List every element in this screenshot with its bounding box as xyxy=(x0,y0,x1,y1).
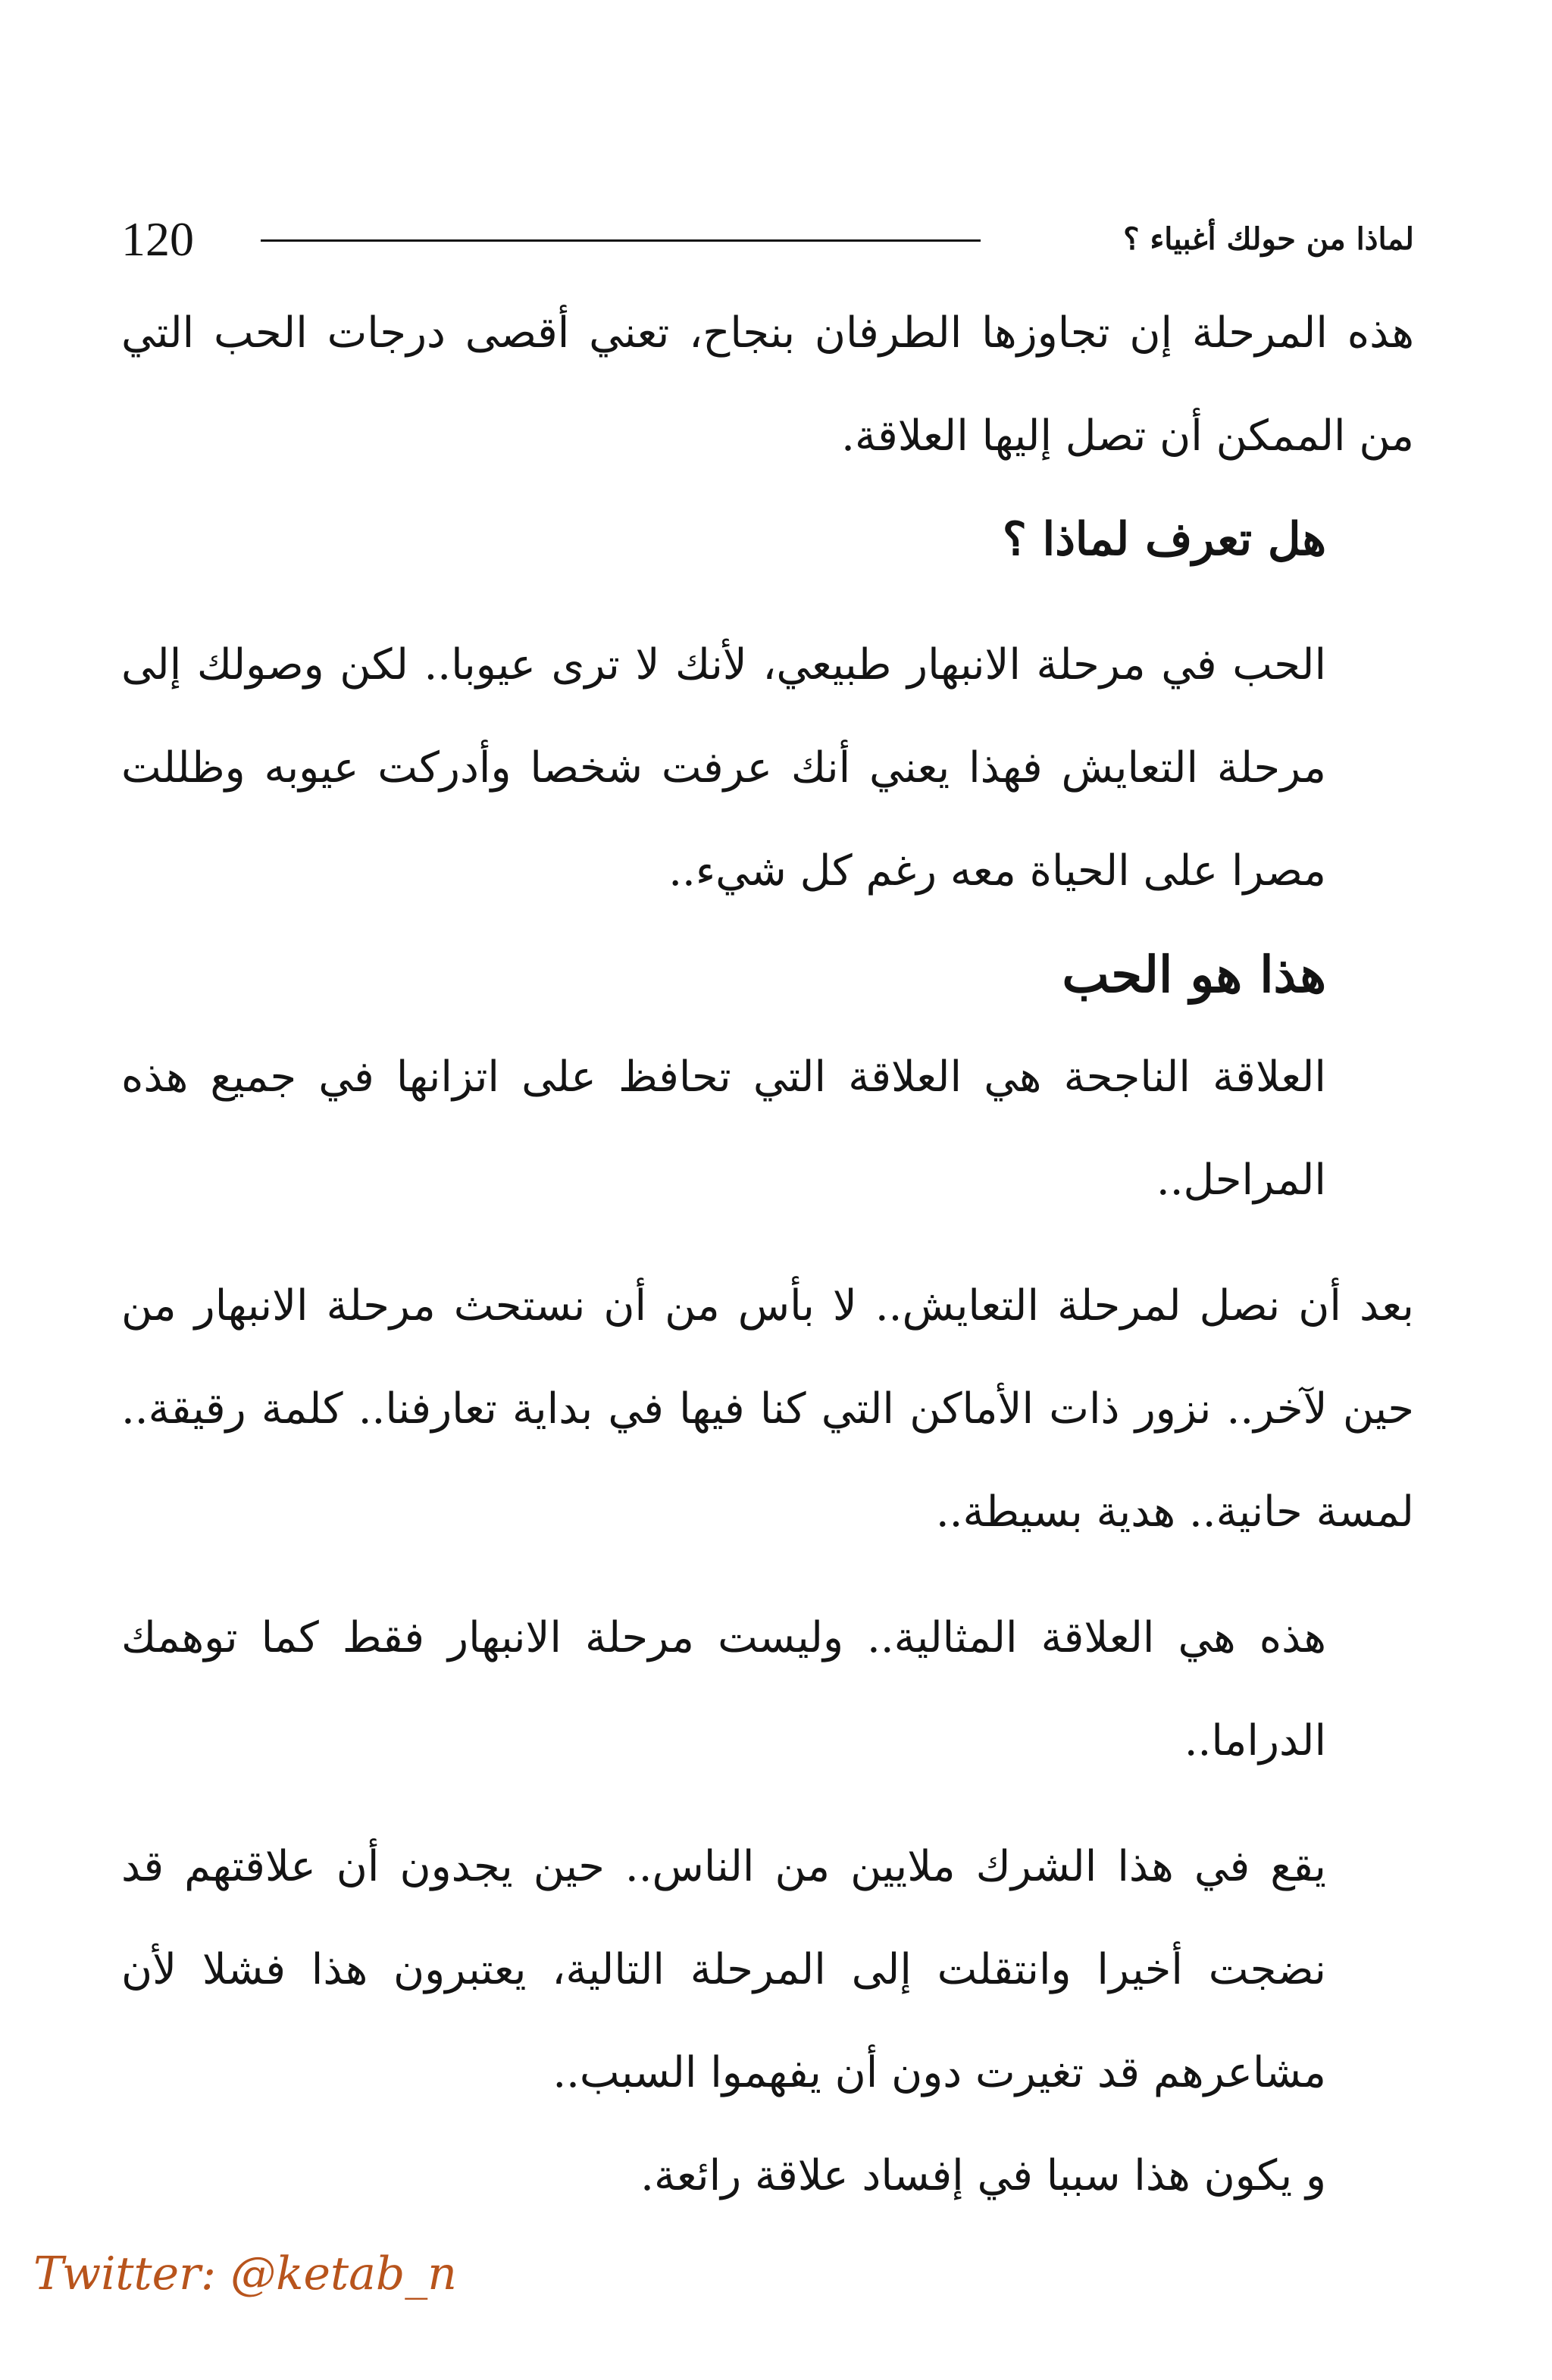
section-heading: هذا هو الحب xyxy=(1062,945,1326,1004)
paragraph: بعد أن نصل لمرحلة التعايش.. لا بأس من أن نستحث مرحلة الانبهار من حين لآخر.. نزور ذات الأماكن التي كنا فيها في بداية تعارفنا.. كلمة رقيقة.. لمسة حانية.. هدية بسيطة.. xyxy=(121,1281,1414,1537)
paragraph: العلاقة الناجحة هي العلاقة التي تحافظ على اتزانها في جميع هذه المراحل.. xyxy=(121,1052,1326,1205)
section-heading: هل تعرف لماذا ؟ xyxy=(1002,513,1326,566)
paragraph: هذه هي العلاقة المثالية.. وليست مرحلة الانبهار فقط كما توهمك الدراما.. xyxy=(121,1613,1326,1765)
paragraph: يقع في هذا الشرك ملايين من الناس.. حين يجدون أن علاقتهم قد نضجت أخيرا وانتقلت إلى المرحلة التالية، يعتبرون هذا فشلا لأن مشاعرهم قد تغيرت دون أن يفهموا السبب.. xyxy=(121,1842,1326,2097)
page-header xyxy=(121,203,1414,276)
page-number: 120 xyxy=(121,212,194,266)
header-rule xyxy=(261,239,981,242)
paragraph: الحب في مرحلة الانبهار طبيعي، لأنك لا ترى عيوبا.. لكن وصولك إلى مرحلة التعايش فهذا يعني أنك عرفت شخصا وأدركت عيوبه وظللت مصرا على الحياة معه رغم كل شيء.. xyxy=(121,640,1326,896)
paragraph: و يكون هذا سببا في إفساد علاقة رائعة. xyxy=(640,2151,1326,2200)
running-title: لماذا من حولك أغبياء ؟ xyxy=(1123,221,1414,257)
page-body xyxy=(121,282,1414,2228)
paragraph: هذه المرحلة إن تجاوزها الطرفان بنجاح، تعني أقصى درجات الحب التي من الممكن أن تصل إليها العلاقة. xyxy=(121,308,1414,461)
watermark-text: Twitter: @ketab_n xyxy=(33,2247,457,2300)
